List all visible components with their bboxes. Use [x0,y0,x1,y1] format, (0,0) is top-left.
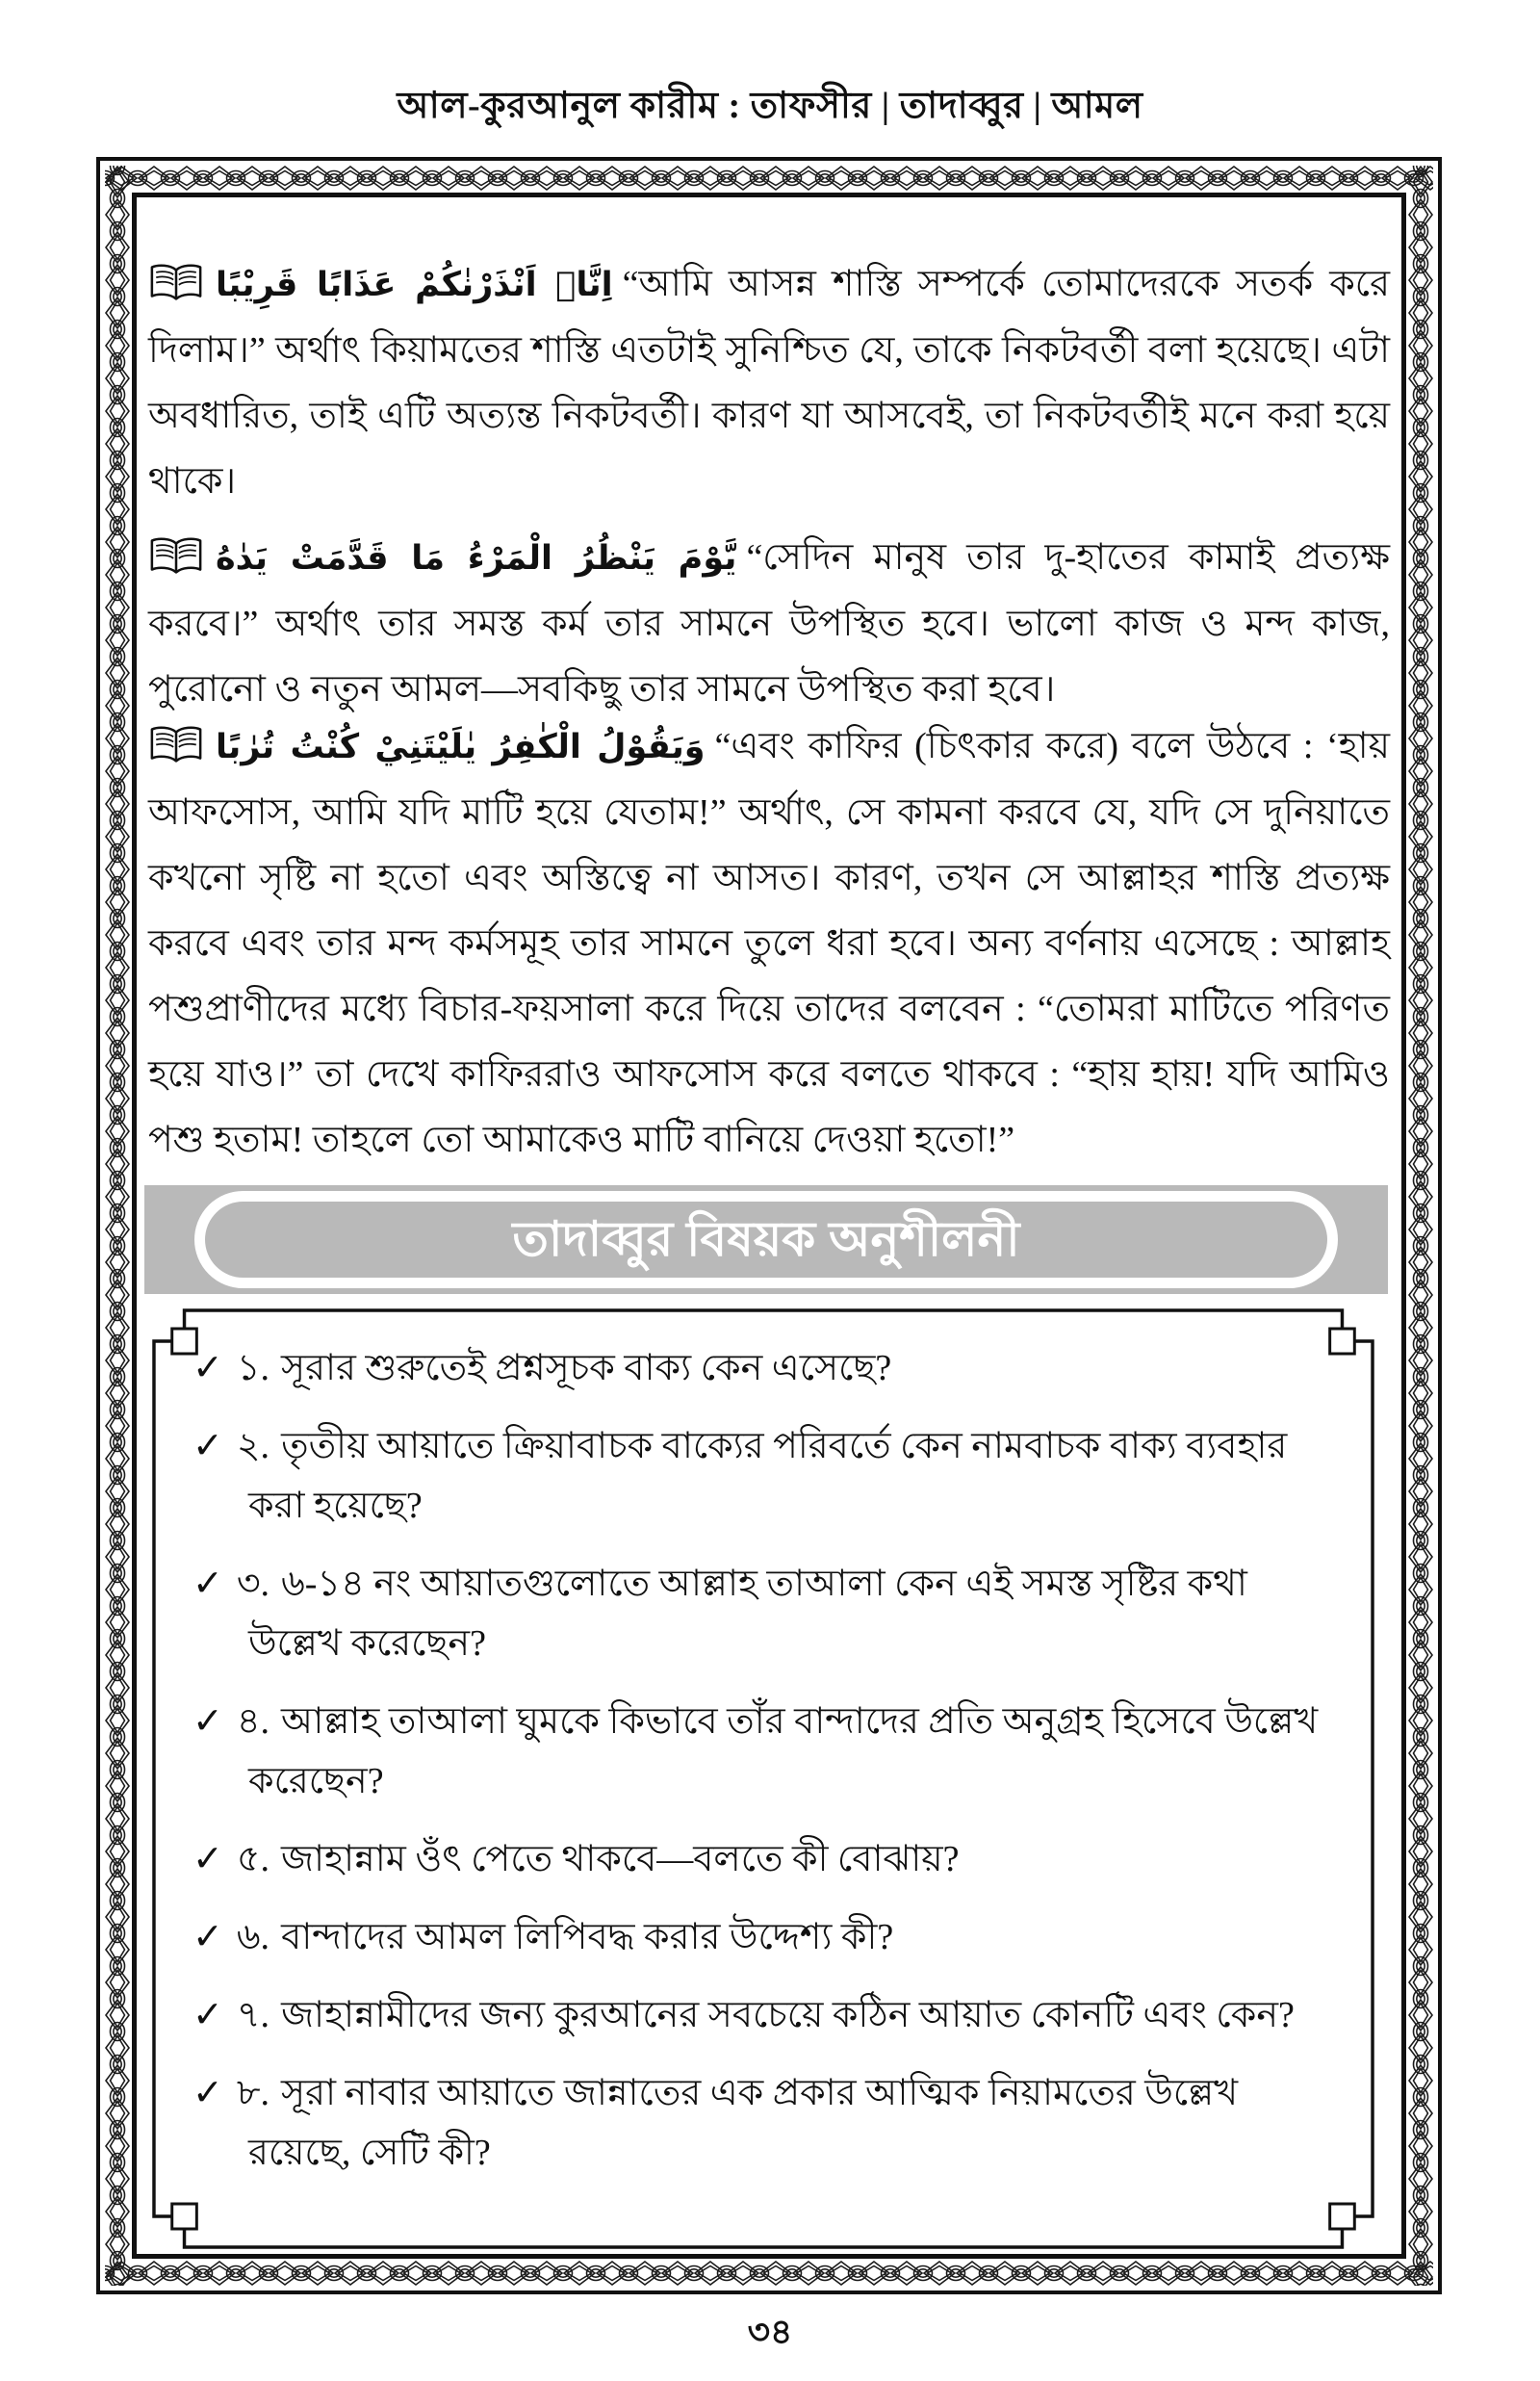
checkmark-icon: ✓ [192,1915,223,1957]
open-book-icon [148,260,204,302]
border-chain-pattern-right [1408,166,1433,2286]
checkmark-icon: ✓ [192,1346,223,1388]
open-book-icon [148,533,204,576]
checkmark-icon: ✓ [192,1837,223,1879]
tafsir-paragraph-2 [148,525,1390,722]
question-text: তৃতীয় আয়াতে ক্রিয়াবাচক বাক্যের পরিবর্তে কেন নামবাচক বাক্য ব্যবহার করা হয়েছে? [248,1426,1288,1526]
checkmark-icon: ✓ [192,2071,223,2113]
checkmark-icon: ✓ [192,1699,223,1742]
border-chain-pattern-bottom [105,2261,1433,2286]
question-number: ৭. [236,1995,270,2035]
question-item-2 [192,1415,1342,1536]
question-number: ৬. [236,1917,270,1957]
section-banner [144,1185,1388,1294]
question-text: জাহান্নামীদের জন্য কুরআনের সবচেয়ে কঠিন আয়াত কোনটি এবং কেন? [281,1995,1295,2035]
open-book-icon [148,722,204,764]
question-item-6 [192,1906,1342,1967]
checkmark-icon: ✓ [192,1993,223,2035]
checkmark-icon: ✓ [192,1424,223,1466]
question-text: ৬-১৪ নং আয়াতগুলোতে আল্লাহ তাআলা কেন এই সমস্ত সৃষ্টির কথা উল্লেখ করেছেন? [248,1564,1247,1664]
page-title: আল-কুরআনুল কারীম : তাফসীর | তাদাব্বুর | আমল [397,86,1143,126]
question-number: ৩. [236,1564,270,1604]
question-text: সূরার শুরুতেই প্রশ্নসূচক বাক্য কেন এসেছে? [281,1348,892,1388]
question-text: সূরা নাবার আয়াতে জান্নাতের এক প্রকার আত্মিক নিয়ামতের উল্লেখ রয়েছে, সেটি কী? [248,2073,1239,2173]
question-number: ৮. [236,2073,270,2113]
question-item-4 [192,1691,1342,1811]
tafsir-text-2: “সেদিন মানুষ তার দু-হাতের কামাই প্রত্যক্ষ করবে।” অর্থাৎ তার সমস্ত কর্ম তার সামনে উপস্থিত হবে। ভালো কাজ ও মন্দ কাজ, পুরোনো ও নতুন আমল—সবকিছু তার সামনে উপস্থিত করা হবে। [148,537,1390,710]
question-item-8 [192,2062,1342,2183]
question-number: ১. [236,1348,270,1388]
question-item-1 [192,1337,1342,1398]
question-item-3 [192,1553,1342,1673]
arabic-verse-3: وَيَقُوْلُ الْكٰفِرُ يٰلَيْتَنِيْ كُنْتُ تُرٰبًا [216,728,706,766]
question-list [192,1337,1342,2200]
section-banner-title: তাদাব্বুর বিষয়ক অনুশীলনী [512,1212,1020,1266]
question-item-7 [192,1984,1342,2045]
question-number: ৪. [236,1701,270,1742]
question-text: আল্লাহ তাআলা ঘুমকে কিভাবে তাঁর বান্দাদের প্রতি অনুগ্রহ হিসেবে উল্লেখ করেছেন? [248,1701,1319,1801]
border-chain-pattern-left [105,166,130,2286]
tafsir-paragraph-3 [148,713,1390,1173]
decorative-frame [96,157,1442,2294]
tafsir-text-1: “আমি আসন্ন শাস্তি সম্পর্কে তোমাদেরকে সতর্ক করে দিলাম।” অর্থাৎ কিয়ামতের শাস্তি এতটাই সুনিশ্চিত যে, তাকে নিকটবর্তী বলা হয়েছে। এটা অবধারিত, তাই এটি অত্যন্ত নিকটবর্তী। কারণ যা আসবেই, তা নিকটবর্তীই মনে করা হয়ে থাকে। [148,264,1390,502]
checkmark-icon: ✓ [192,1562,223,1604]
question-number: ২. [236,1426,270,1466]
tafsir-text-3: “এবং কাফির (চিৎকার করে) বলে উঠবে : ‘হায় আফসোস, আমি যদি মাটি হয়ে যেতাম!” অর্থাৎ, সে কামনা করবে যে, যদি সে দুনিয়াতে কখনো সৃষ্টি না হতো এবং অস্তিত্বে না আসত। কারণ, তখন সে আল্লাহর শাস্তি প্রত্যক্ষ করবে এবং তার মন্দ কর্মসমূহ তার সামনে তুলে ধরা হবে। অন্য বর্ণনায় এসেছে : আল্লাহ পশুপ্রাণীদের মধ্যে বিচার-ফয়সালা করে দিয়ে তাদের বলবেন : “তোমরা মাটিতে পরিণত হয়ে যাও।” তা দেখে কাফিররাও আফসোস করে বলতে থাকবে : “হায় হায়! যদি আমিও পশু হতাম! তাহলে তো আমাকেও মাটি বানিয়ে দেওয়া হতো!” [148,726,1390,1160]
exercise-question-box [152,1308,1374,2249]
page-content [144,203,1394,2252]
page-number: ৩৪ [747,2313,793,2351]
tafsir-paragraph-1 [148,251,1390,514]
question-item-5 [192,1828,1342,1889]
border-chain-pattern-top [105,166,1433,191]
arabic-verse-2: يَّوْمَ يَنْظُرُ الْمَرْءُ مَا قَدَّمَتْ يَدٰهُ [216,539,737,578]
arabic-verse-1: اِنَّاۤ اَنْذَرْنٰكُمْ عَذَابًا قَرِيْبًا [216,266,613,304]
question-number: ৫. [236,1839,270,1879]
question-text: বান্দাদের আমল লিপিবদ্ধ করার উদ্দেশ্য কী? [281,1917,894,1957]
question-text: জাহান্নাম ওঁৎ পেতে থাকবে—বলতে কী বোঝায়? [281,1839,960,1879]
